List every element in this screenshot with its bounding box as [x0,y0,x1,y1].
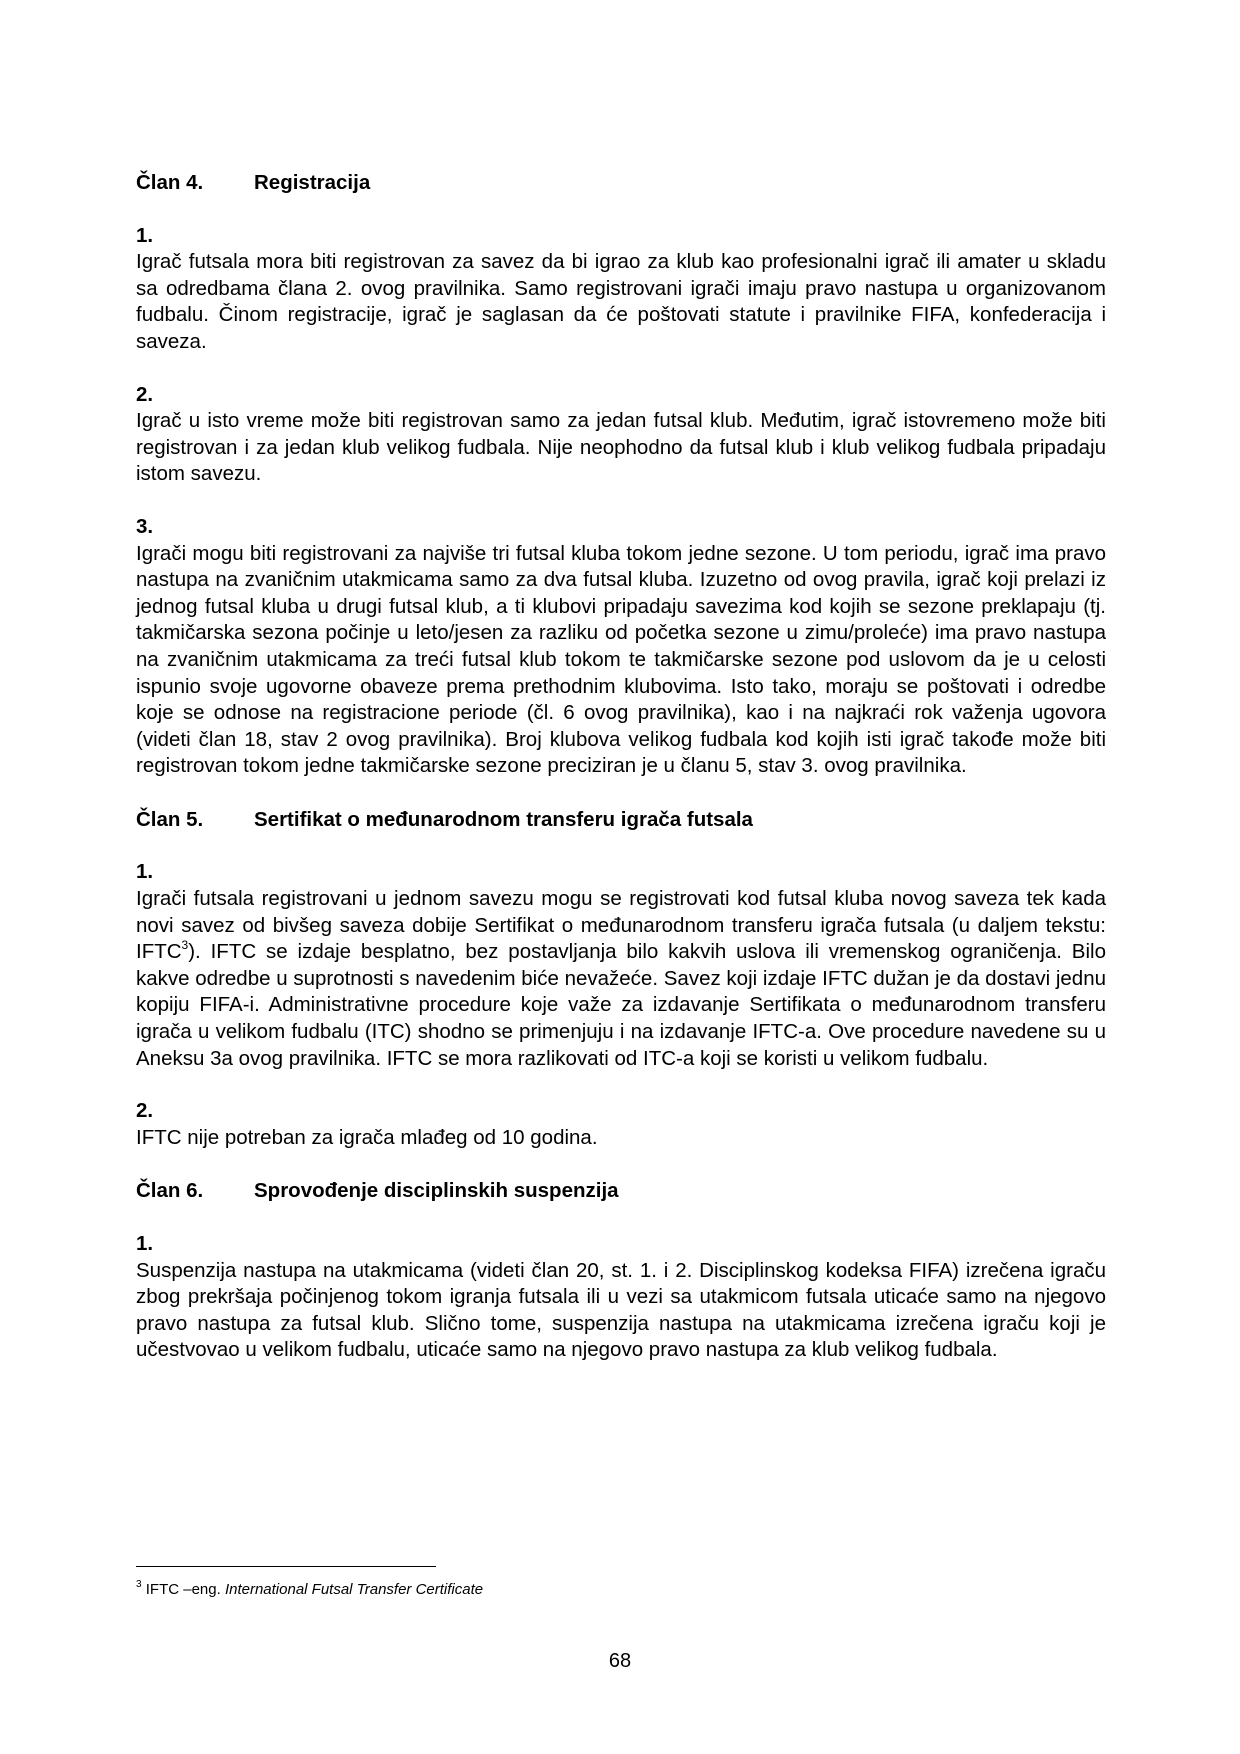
paragraph [136,382,1106,488]
footnote-divider [136,1566,436,1567]
paragraph [136,859,1106,1072]
footnote-marker: 3 [136,1579,142,1590]
footnote [136,1580,483,1600]
paragraph-number: 2. [136,382,154,406]
paragraph [136,223,1106,356]
paragraph-text: Suspenzija nastupa na utakmicama (videti član 20, st. 1. i 2. Disciplinskog kodeksa FIFA) izrečena igraču zbog prekršaja počinjenog tokom igranja futsala ili u vezi sa utakmicom futsala uticaće samo na njegovo pravo nastupa za futsal klub. Slično tome, suspenzija nastupa na utakmicama izrečena igraču koji je učestvovao u velikom fudbalu, uticaće samo na njegovo pravo nastupa za klub velikog fudbala. [136,1258,1106,1362]
paragraph-text-part: Igrači futsala registrovani u jednom savezu mogu se registrovati kod futsal kluba novog saveza tek kada novi savez od bivšeg saveza dobije Sertifikat o međunarodnom transferu igrača futsala (u daljem tekstu: IFTC [136,887,1106,964]
paragraph [136,1231,1106,1364]
article-6 [136,1178,1106,1364]
article-title: Registracija [254,171,371,194]
paragraph-text: IFTC nije potreban za igrača mlađeg od 10 godina. [136,1125,598,1149]
article-number: Član 6. [136,1179,204,1203]
paragraph-number: 1. [136,223,154,247]
article-number: Član 5. [136,807,204,831]
paragraph-text-part: ). IFTC se izdaje besplatno, bez postavljanja bilo kakvih uslova ili vremenskog ograničenja. Bilo kakve odredbe u suprotnosti s navedenim biće nevažeće. Savez koji izdaje IFTC dužan je da dostavi jednu kopiju FIFA-i. Administrativne procedure koje važe za izdavanje Sertifikata o međunarodnom transferu igrača u velikom fudbalu (ITC) shodno se primenjuju i na izdavanje IFTC-a. Ove procedure navedene su u Aneksu 3a ovog pravilnika. IFTC se mora razlikovati od ITC-a koji se koristi u velikom fudbalu. [136,940,1106,1070]
article-title: Sprovođenje disciplinskih suspenzija [254,1179,619,1203]
paragraph-number: 1. [136,1232,154,1255]
page-content [136,170,1106,1390]
paragraph-text: Igrač futsala mora biti registrovan za savez da bi igrao za klub kao profesionalni igrač ili amater u skladu sa odredbama člana 2. ovog pravilnika. Samo registrovani igrači imaju pravo nastupa u organizovanom fudbalu. Činom registracije, igrač je saglasan da će poštovati statute i pravilnike FIFA, konfederacija i saveza. [136,250,1106,353]
article-heading [136,170,1106,197]
article-5 [136,807,1106,1152]
footnote-reference[interactable]: 3 [181,938,189,953]
footnote-italic-text: International Futsal Transfer Certificate [224,1581,484,1598]
paragraph-number: 2. [136,1099,154,1123]
paragraph-text [136,886,1106,1072]
article-heading [136,807,1106,834]
article-title: Sertifikat o međunarodnom transferu igrača futsala [254,807,753,831]
paragraph-text: Igrači mogu biti registrovani za najviše tri futsal kluba tokom jedne sezone. U tom periodu, igrač ima pravo nastupa na zvaničnim utakmicama samo za dva futsal kluba. Izuzetno od ovog pravila, igrač koji prelazi iz jednog futsal kluba u drugi futsal klub, a ti klubovi pripadaju savezima kod kojih se sezone preklapaju (tj. takmičarska sezona počinje u leto/jesen za razliku od početka sezone u zimu/proleće) ima pravo nastupa na zvaničnim utakmicama za treći futsal klub tokom te takmičarske sezone pod uslovom da je u celosti ispunio svoje ugovorne obaveze prema prethodnim klubovima. Isto tako, moraju se poštovati i odredbe koje se odnose na registracione periode (čl. 6 ovog pravilnika), kao i na najkraći rok važenja ugovora (videti član 18, stav 2 ovog pravilnika). Broj klubova velikog fudbala kod kojih isti igrač takođe može biti registrovan tokom jedne takmičarske sezone preciziran je u članu 5, stav 3. ovog pravilnika. [136,541,1106,778]
paragraph-number: 1. [136,860,154,884]
article-heading [136,1178,1106,1205]
article-number: Član 4. [136,171,204,194]
paragraph-text: Igrač u isto vreme može biti registrovan samo za jedan futsal klub. Međutim, igrač istovremeno može biti registrovan i za jedan klub velikog fudbala. Nije neophodno da futsal klub i klub velikog fudbala pripadaju istom savezu. [136,409,1106,486]
paragraph [136,514,1106,780]
paragraph-number: 3. [136,514,154,538]
paragraph [136,1098,1106,1151]
page-number: 68 [608,1650,632,1672]
article-4 [136,170,1106,780]
footnote-text: IFTC –eng. [145,1581,225,1598]
